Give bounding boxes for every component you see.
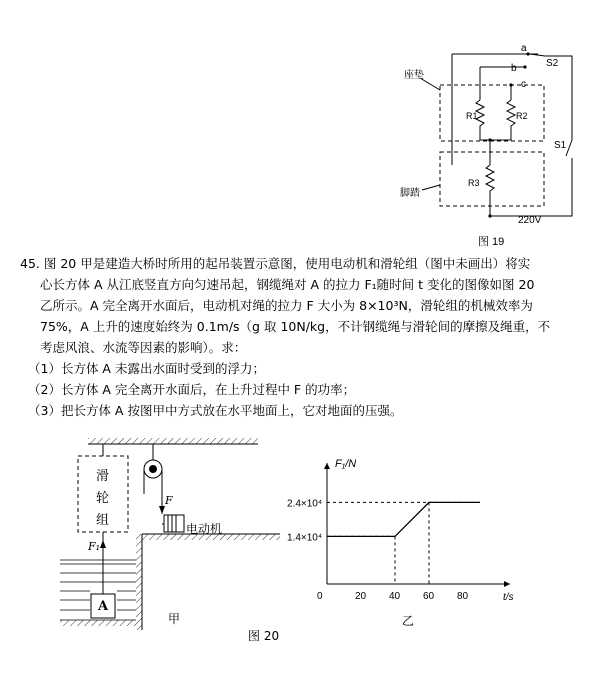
motor-label: 电动机 [186,522,223,536]
x-tick-label: 0 [317,591,323,602]
figure-19-circuit [400,40,590,250]
r1-label: R1 [466,111,478,121]
switch-s2-label: S2 [546,58,559,69]
figure-20-caption: 图 20 [248,629,280,643]
figure-20b-caption: 乙 [402,614,415,628]
pulley-group-label [96,466,109,532]
force-f-label: F [165,494,173,507]
foot-label: 脚踏 [400,188,420,199]
figure-20a-diagram [60,438,280,638]
y-tick-label: 1.4×10⁴ [287,532,323,544]
supply-label: 220V [518,215,542,226]
sub-question-1: （1）长方体 A 未露出水面时受到的浮力； [28,361,265,376]
x-tick-label: 60 [423,591,435,602]
y-tick-label: 2.4×10⁴ [287,498,323,510]
question-line: 心长方体 A 从江底竖直方向匀速吊起，钢缆绳对 A 的拉力 F₁随时间 t 变化的图像如图 20 [40,277,535,292]
figure-19-caption: 图 19 [478,236,505,248]
block-a-label: A [98,599,109,614]
r3-label: R3 [468,178,480,188]
sub-question-2: （2）长方体 A 完全离开水面后，在上升过程中 F 的功率； [28,382,356,397]
switch-s1-label: S1 [554,140,567,151]
x-tick-label: 40 [389,591,401,602]
pulley-label-char: 滑 [96,469,110,484]
y-axis-label: F₁/N [335,458,357,470]
question-line: 考虑风浪、水流等因素的影响）。求： [40,340,247,355]
node-b-label: b [511,63,517,74]
seat-label: 座垫 [404,70,424,81]
figure-20b-chart [285,455,525,635]
figure-20a-caption: 甲 [168,612,181,626]
x-axis-label: t/s [503,592,514,603]
node-a-label: a [521,43,527,54]
force-f1-label: F₁ [88,540,101,553]
f1-series-line [327,502,480,536]
question-line: 乙所示。A 完全离开水面后，电动机对绳的拉力 F 大小为 8×10³N，滑轮组的机械效率为 [40,298,533,313]
pulley-label-char: 组 [96,513,110,528]
x-tick-label: 20 [355,591,367,602]
question-line: 45. 图 20 甲是建造大桥时所用的起吊装置示意图，使用电动机和滑轮组（图中未画出）将实 [20,256,531,271]
sub-question-3: （3）把长方体 A 按图甲中方式放在水平地面上，它对地面的压强。 [28,403,403,418]
question-line: 75%，A 上升的速度始终为 0.1m/s（g 取 10N/kg，不计钢缆绳与滑轮间的摩擦及绳重，不 [40,319,551,334]
r2-label: R2 [516,111,528,121]
x-tick-label: 80 [457,591,469,602]
node-c-label: c [521,79,526,90]
pulley-label-char: 轮 [96,491,110,506]
